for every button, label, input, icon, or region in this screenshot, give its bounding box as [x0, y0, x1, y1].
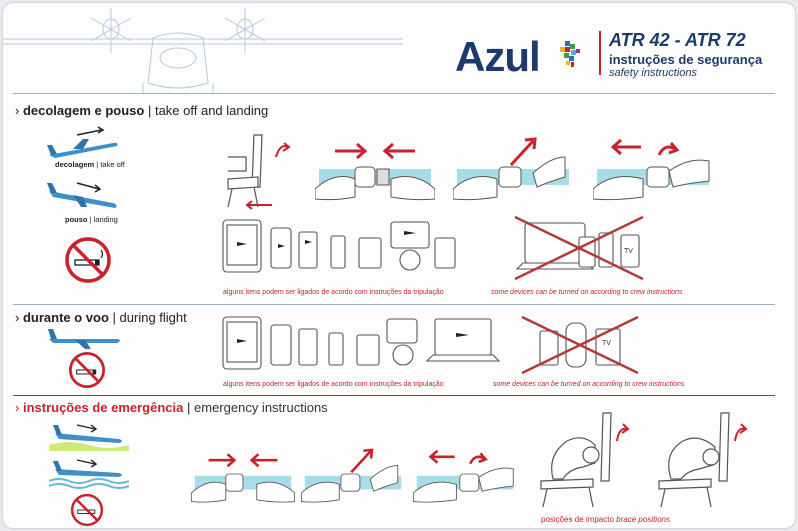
header-divider	[599, 31, 601, 75]
airplane-front-drawing	[3, 3, 403, 93]
section-takeoff-title: › decolagem e pouso | take off and landing	[15, 103, 269, 118]
emergency-belt-release-illustration	[413, 443, 517, 505]
no-smoking-icon-flight	[68, 351, 106, 389]
allowed-devices-flight-illustration	[221, 315, 511, 375]
section-emergency-title: › instruções de emergência | emergency instructions	[15, 400, 328, 415]
takeoff-caption: decolagem | take off	[55, 160, 125, 169]
brace-caption: posições de impacto brace positions	[541, 515, 670, 524]
tv-label-flight: TV	[602, 340, 611, 347]
devices-note-flight-pt: alguns itens podem ser ligados de acordo com instruções da tripulação	[223, 381, 444, 388]
header-rule	[13, 93, 775, 94]
prohibited-devices-illustration	[511, 213, 651, 283]
card-title: instruções de segurança	[609, 52, 763, 67]
allowed-devices-illustration	[221, 218, 461, 278]
devices-note-pt: alguns itens podem ser ligados de acordo com instruções da tripulação	[223, 289, 444, 296]
devices-note-en: some devices can be turned on according to crew instructions	[491, 289, 683, 296]
tv-label: TV	[624, 248, 633, 255]
seatbelt-fasten-illustration	[315, 131, 435, 203]
plane-takeoff-icon	[43, 125, 123, 161]
prohibited-devices-flight-illustration	[518, 313, 644, 377]
card-subtitle: safety instructions	[609, 67, 698, 79]
brand-logo: Azul	[455, 33, 540, 80]
aircraft-model: ATR 42 - ATR 72	[609, 30, 746, 50]
brand-map-icon	[556, 39, 582, 69]
plane-cruise-icon	[45, 325, 125, 351]
safety-card	[3, 3, 795, 528]
section-flight-title: › durante o voo | during flight	[15, 310, 187, 325]
devices-note-flight-en: some devices can be turned on according to crew instructions	[493, 381, 685, 388]
emergency-landing-water-icon	[49, 455, 129, 489]
emergency-belt-tighten-illustration	[301, 443, 405, 505]
emergency-belt-fasten-illustration	[191, 443, 295, 505]
no-smoking-icon	[64, 236, 112, 284]
seat-upright-illustration	[218, 127, 298, 211]
section-rule-2	[13, 395, 775, 396]
brace-position-seat-illustration	[533, 411, 633, 511]
seatbelt-release-illustration	[593, 131, 713, 203]
section-rule-1	[13, 304, 775, 305]
brace-position-alt-illustration	[651, 411, 751, 511]
no-smoking-icon-emergency	[70, 493, 104, 527]
landing-caption: pouso | landing	[65, 215, 118, 224]
emergency-landing-ground-icon	[49, 419, 129, 451]
plane-landing-icon	[43, 177, 123, 213]
seatbelt-tighten-illustration	[453, 131, 573, 203]
